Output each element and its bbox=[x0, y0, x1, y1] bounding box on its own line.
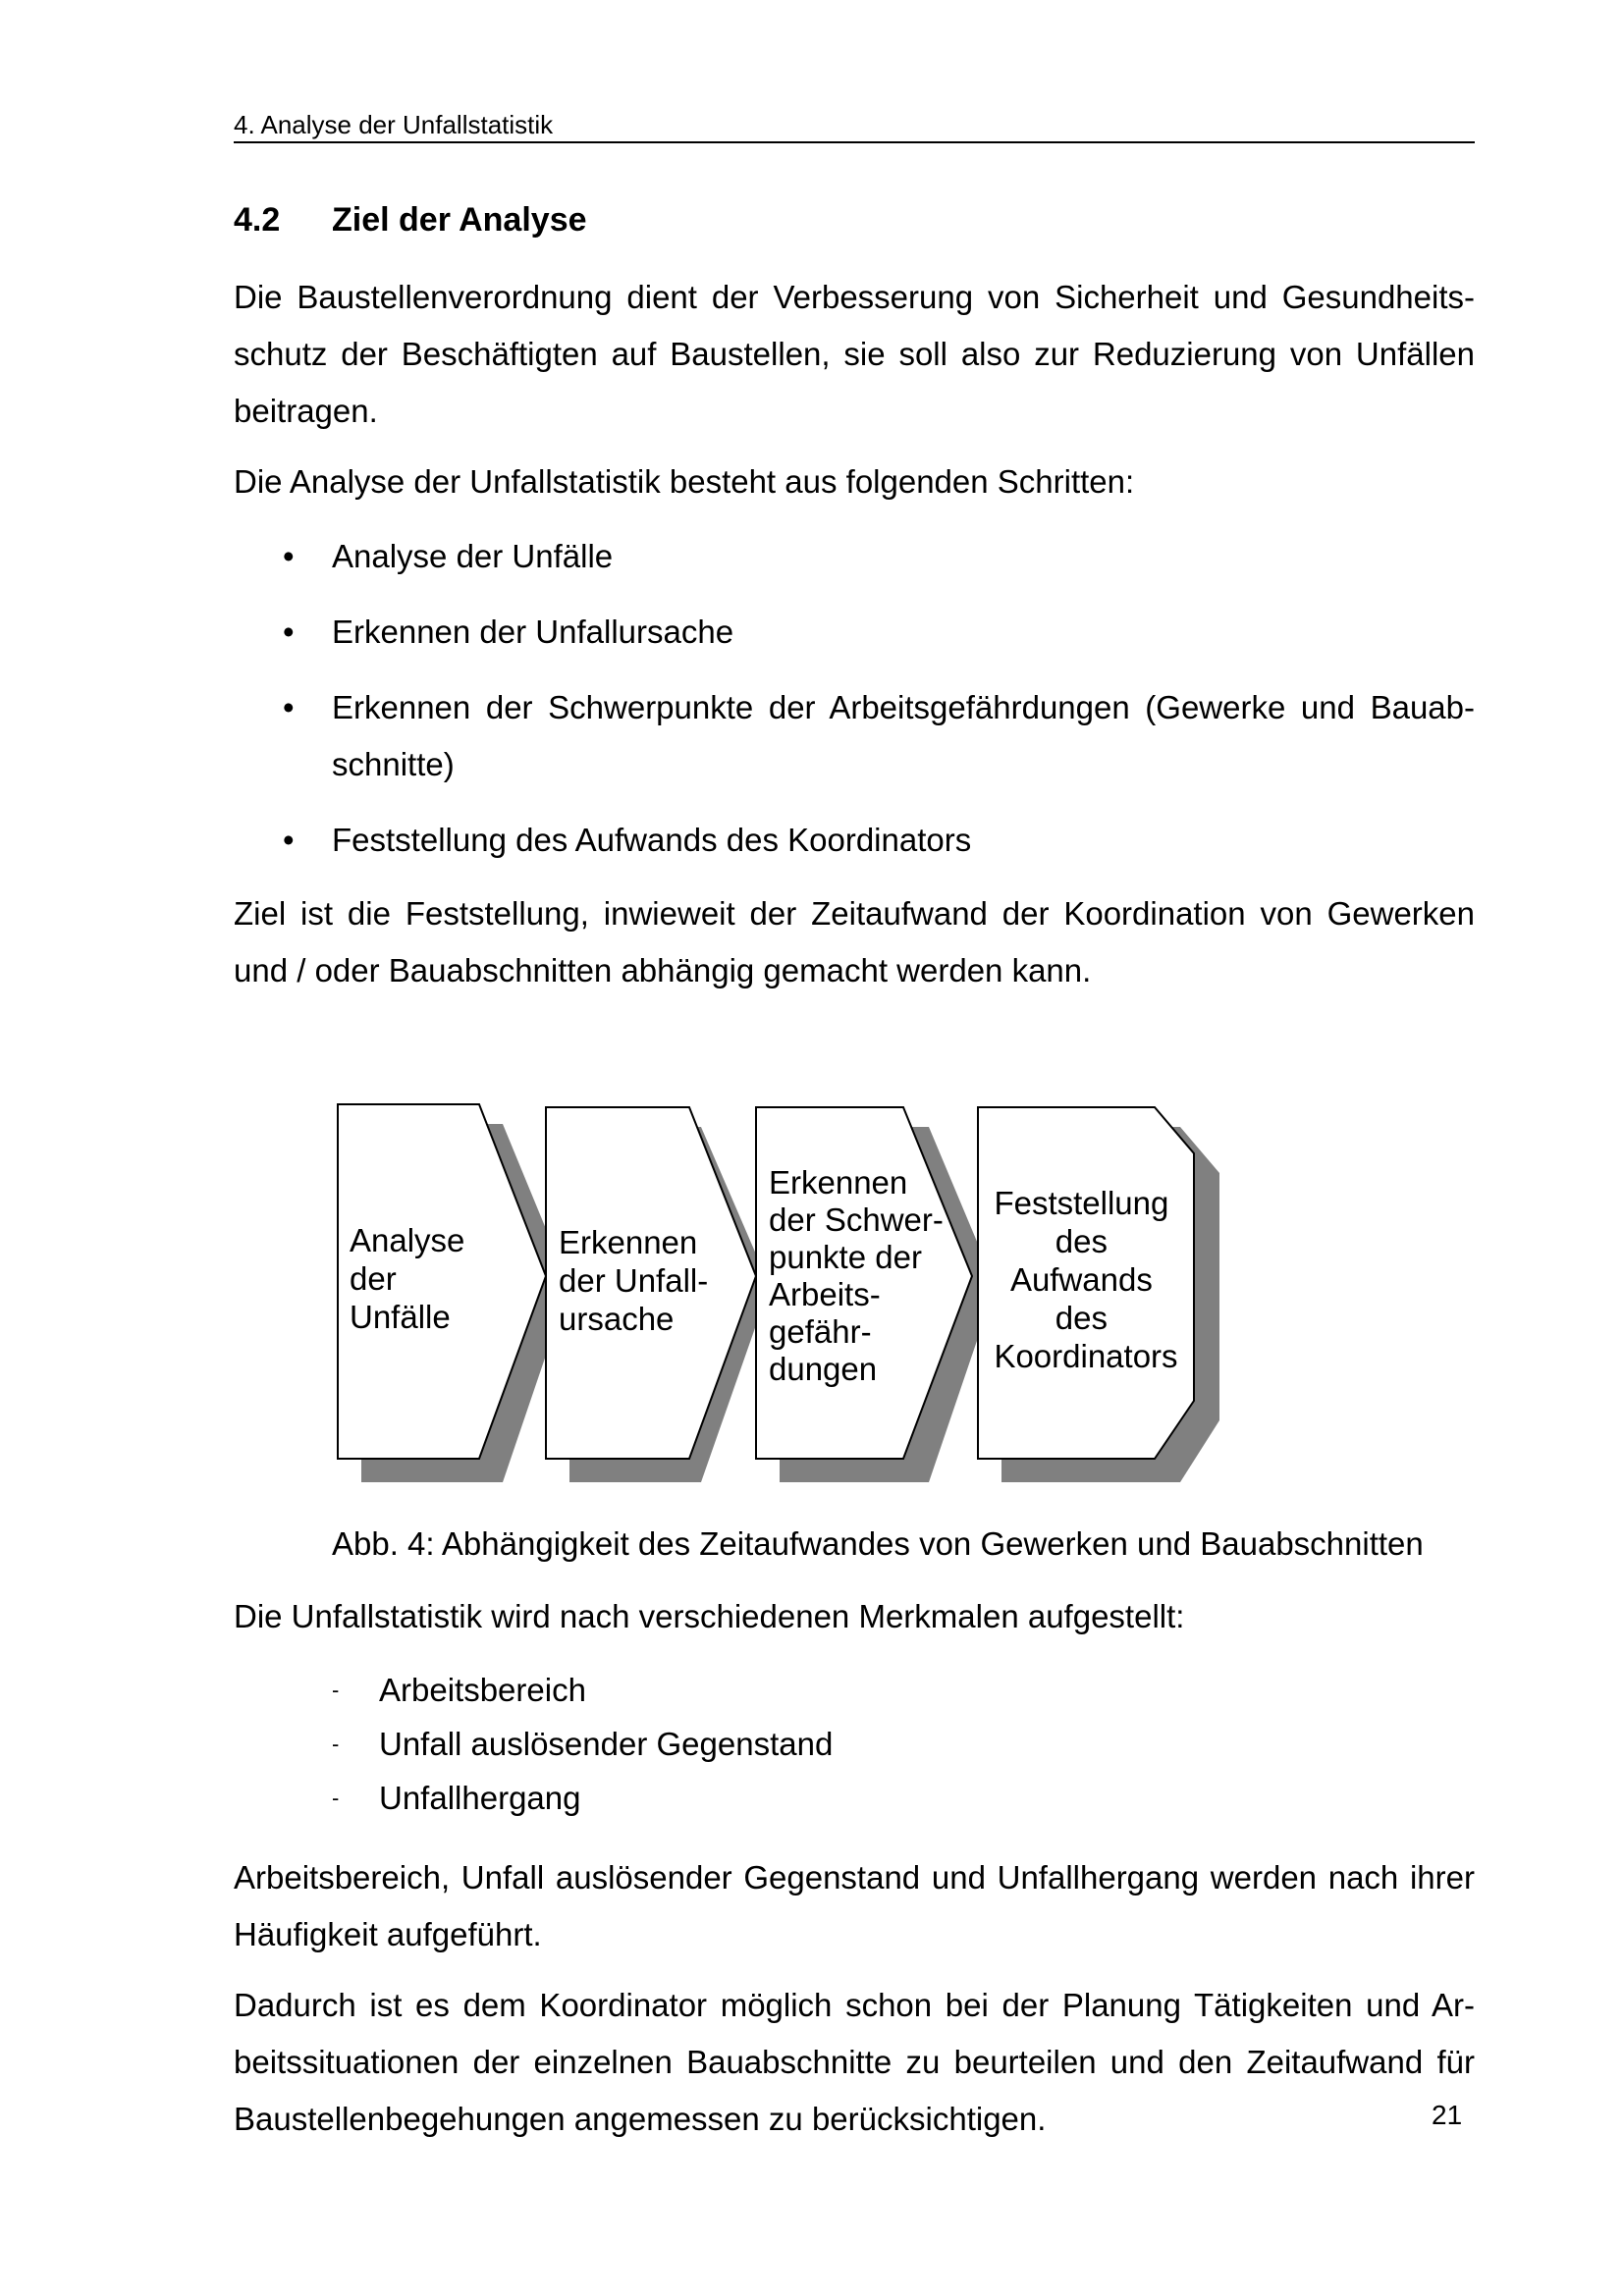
list-item bbox=[234, 812, 1475, 869]
step-2-line-3: ursache bbox=[559, 1301, 675, 1337]
list-item-text: Erkennen der Schwerpunkte der Arbeitsgefährdungen (Gewerke und Bauab-schnitte) bbox=[332, 689, 1475, 782]
paragraph-frequency: Arbeitsbereich, Unfall auslösender Gegenstand und Unfallhergang werden nach ihrer Häufigkeit aufgeführt. bbox=[234, 1859, 1475, 1952]
step-1-line-3: Unfälle bbox=[350, 1299, 451, 1335]
step-3-line-4: Arbeits- bbox=[769, 1276, 881, 1312]
step-1-line-2: der bbox=[350, 1260, 397, 1297]
list-item bbox=[234, 1717, 1412, 1771]
process-diagram bbox=[324, 1090, 1247, 1502]
step-3-line-5: gefähr- bbox=[769, 1313, 872, 1350]
paragraph-conclusion: Dadurch ist es dem Koordinator möglich schon bei der Planung Tätigkeiten und Ar-beitssituationen der einzelnen Bauabschnitte zu beurteilen und den Zeitaufwand für Baustellenbegehungen angemessen zu berücksichtigen. bbox=[234, 1987, 1475, 2137]
list-item-text: Analyse der Unfälle bbox=[332, 538, 614, 574]
section-title: Ziel der Analyse bbox=[332, 201, 587, 239]
bullet-symbol: • bbox=[283, 689, 295, 725]
section-heading bbox=[234, 200, 587, 240]
step-3-line-2: der Schwer- bbox=[769, 1201, 944, 1238]
list-item bbox=[234, 679, 1475, 793]
bullet-symbol: • bbox=[283, 538, 295, 574]
list-item bbox=[234, 1771, 1412, 1825]
dash-symbol: - bbox=[332, 1732, 340, 1756]
paragraph-goal: Ziel ist die Feststellung, inwieweit der Zeitaufwand der Koordination von Gewerken und / oder Bauabschnitten abhängig gemacht werden kann. bbox=[234, 895, 1475, 988]
step-2-line-1: Erkennen bbox=[559, 1224, 698, 1260]
dash-symbol: - bbox=[332, 1786, 340, 1810]
paragraph-criteria-intro: Die Unfallstatistik wird nach verschiedenen Merkmalen aufgestellt: bbox=[234, 1598, 1185, 1634]
step-4-line-3: Aufwands bbox=[1009, 1261, 1153, 1298]
list-item-text: Erkennen der Unfallursache bbox=[332, 614, 734, 650]
list-item-text: Unfall auslösender Gegenstand bbox=[379, 1726, 834, 1762]
step-3-line-3: punkte der bbox=[769, 1239, 922, 1275]
step-2-line-2: der Unfall- bbox=[559, 1262, 709, 1299]
step-4-line-1: Feststellung bbox=[994, 1185, 1169, 1221]
paragraph-intro: Die Baustellenverordnung dient der Verbesserung von Sicherheit und Gesundheits-schutz der Beschäftigten auf Baustellen, sie soll also zur Reduzierung von Unfällen beitragen. bbox=[234, 279, 1475, 429]
steps-list bbox=[234, 528, 1475, 869]
step-4-line-2: des bbox=[1055, 1223, 1109, 1259]
page-number: 21 bbox=[1432, 2100, 1463, 2130]
step-1-line-1: Analyse bbox=[350, 1222, 465, 1258]
step-4-line-4: des bbox=[1055, 1300, 1109, 1336]
figure-caption: Abb. 4: Abhängigkeit des Zeitaufwandes von Gewerken und Bauabschnitten bbox=[332, 1525, 1424, 1562]
dash-symbol: - bbox=[332, 1678, 340, 1702]
bullet-symbol: • bbox=[283, 822, 295, 858]
list-item bbox=[234, 528, 1475, 585]
running-header: 4. Analyse der Unfallstatistik bbox=[234, 110, 1475, 143]
bullet-symbol: • bbox=[283, 614, 295, 650]
list-item-text: Arbeitsbereich bbox=[379, 1672, 586, 1708]
section-number: 4.2 bbox=[234, 201, 281, 239]
step-4-line-5: Koordinators bbox=[994, 1338, 1178, 1374]
step-3-line-1: Erkennen bbox=[769, 1164, 908, 1201]
step-3-line-6: dungen bbox=[769, 1351, 878, 1387]
list-item bbox=[234, 604, 1475, 661]
list-item-text: Unfallhergang bbox=[379, 1780, 581, 1816]
list-item bbox=[234, 1663, 1412, 1717]
paragraph-steps-intro: Die Analyse der Unfallstatistik besteht aus folgenden Schritten: bbox=[234, 463, 1135, 500]
criteria-list bbox=[234, 1663, 1412, 1825]
step-4-label bbox=[994, 1185, 1177, 1374]
list-item-text: Feststellung des Aufwands des Koordinators bbox=[332, 822, 972, 858]
